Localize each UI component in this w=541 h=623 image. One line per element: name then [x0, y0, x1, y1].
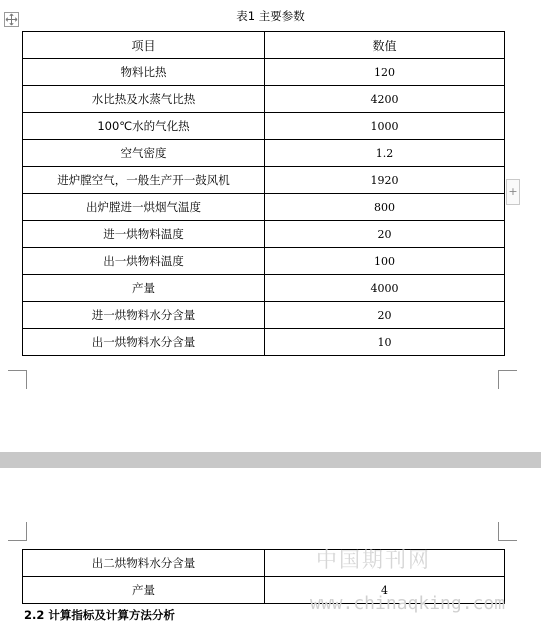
cell-value[interactable]: 4200 — [265, 86, 505, 113]
header-value[interactable]: 数值 — [265, 32, 505, 59]
cell-item[interactable]: 进一烘物料温度 — [23, 221, 265, 248]
cell-value[interactable]: 20 — [265, 302, 505, 329]
table-row — [23, 329, 505, 356]
cell-value[interactable]: 800 — [265, 194, 505, 221]
table-row — [23, 194, 505, 221]
table-row — [23, 248, 505, 275]
cell-value[interactable]: 100 — [265, 248, 505, 275]
table-row — [23, 302, 505, 329]
add-row-button[interactable]: + — [506, 179, 520, 205]
page-margin-corner-top-left — [8, 522, 27, 541]
table-row — [23, 86, 505, 113]
table-row — [23, 550, 505, 577]
cell-item[interactable]: 产量 — [23, 275, 265, 302]
table-row — [23, 113, 505, 140]
watermark-cn: 中国期刊网 — [316, 548, 431, 572]
cell-item[interactable]: 产量 — [23, 577, 265, 604]
watermark-url: www.chinaqking.com — [310, 593, 506, 614]
cell-value[interactable]: 120 — [265, 59, 505, 86]
cell-value[interactable]: 1920 — [265, 167, 505, 194]
cell-value[interactable]: 1000 — [265, 113, 505, 140]
cell-item[interactable]: 出一烘物料水分含量 — [23, 329, 265, 356]
table-row — [23, 221, 505, 248]
table-row — [23, 59, 505, 86]
cell-value[interactable]: 4000 — [265, 275, 505, 302]
cell-item[interactable]: 进炉膛空气，一般生产开一鼓风机 — [23, 167, 265, 194]
table-row — [23, 140, 505, 167]
cell-item[interactable]: 水比热及水蒸气比热 — [23, 86, 265, 113]
cell-item[interactable]: 进一烘物料水分含量 — [23, 302, 265, 329]
cell-value[interactable]: 10 — [265, 329, 505, 356]
page-break-gap — [0, 452, 541, 468]
page-margin-corner-top-right — [498, 522, 517, 541]
cell-item[interactable]: 空气密度 — [23, 140, 265, 167]
table-header-row — [23, 32, 505, 59]
cell-item[interactable]: 出二烘物料水分含量 — [23, 550, 265, 577]
table-row — [23, 275, 505, 302]
table-row — [23, 167, 505, 194]
section-heading: 2.2 计算指标及计算方法分析 — [24, 608, 175, 622]
table-caption: 表1 主要参数 — [236, 9, 305, 23]
cell-item[interactable]: 物料比热 — [23, 59, 265, 86]
parameters-table — [22, 31, 505, 356]
cell-value[interactable]: 4 — [265, 577, 505, 604]
cell-value[interactable]: 20 — [265, 221, 505, 248]
header-item[interactable]: 项目 — [23, 32, 265, 59]
cell-item[interactable]: 出炉膛进一烘烟气温度 — [23, 194, 265, 221]
page-margin-corner-bottom-right — [498, 370, 517, 389]
page-margin-corner-bottom-left — [8, 370, 27, 389]
cell-item[interactable]: 出一烘物料温度 — [23, 248, 265, 275]
cell-value[interactable]: 1.2 — [265, 140, 505, 167]
cell-item[interactable]: 100℃水的气化热 — [23, 113, 265, 140]
